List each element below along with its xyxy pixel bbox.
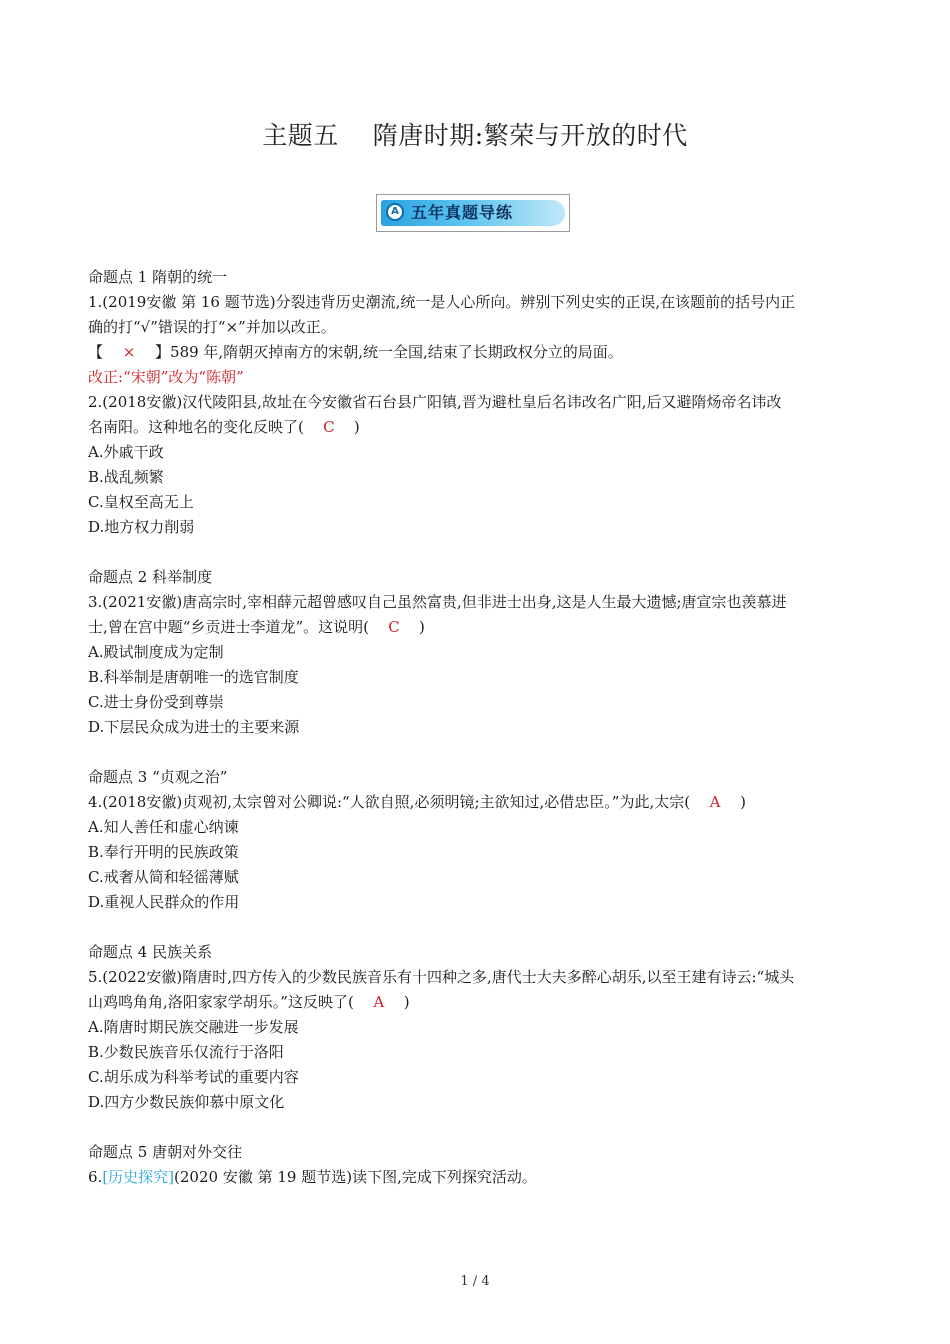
q1-correction [88, 365, 868, 390]
q1-line2: 确的打“√”错误的打“×”并加以改正。 [88, 318, 336, 336]
q2-line2 [88, 415, 868, 440]
q6-number: 6. [88, 1168, 103, 1186]
q3-line1: 3.(2021安徽)唐高宗时,宰相薛元超曾感叹自己虽然富贵,但非进士出身,这是人生最大遗憾;唐宣宗也羡慕进 [88, 593, 787, 611]
q1-answer-mark: × [122, 343, 136, 361]
q6-line1 [88, 1165, 868, 1190]
section-banner [376, 194, 570, 232]
section-heading-3: 命题点 3 “贞观之治” [88, 768, 228, 786]
q1-correction-label: 改正: [88, 368, 124, 386]
questions [88, 265, 868, 1190]
q3-option-c: C.进士身份受到尊崇 [88, 693, 224, 711]
q3-line2 [88, 615, 868, 640]
section-heading-4: 命题点 4 民族关系 [88, 943, 213, 961]
title-part1: 主题五 [262, 121, 339, 150]
q5-option-d: D.四方少数民族仰慕中原文化 [88, 1093, 285, 1111]
banner-ribbon [381, 200, 565, 226]
q6-tag: [历史探究] [102, 1168, 175, 1186]
q2-option-b: B.战乱频繁 [88, 468, 164, 486]
q5-option-b: B.少数民族音乐仅流行于洛阳 [88, 1043, 284, 1061]
q5-option-a: A.隋唐时期民族交融进一步发展 [88, 1018, 299, 1036]
q5-line2 [88, 990, 868, 1015]
q2-option-d: D.地方权力削弱 [88, 518, 195, 536]
title-part2: 隋唐时期:繁荣与开放的时代 [372, 121, 688, 150]
q1-bracket-open: 【 [88, 343, 104, 361]
q4-stem: 4.(2018安徽)贞观初,太宗曾对公卿说:“人欲自照,必须明镜;主欲知过,必借忠臣。”为此,太宗( [88, 793, 691, 811]
q2-close: ) [353, 418, 360, 436]
q5-close: ) [403, 993, 410, 1011]
q1-statement [88, 340, 868, 365]
q4-option-c: C.戒奢从简和轻徭薄赋 [88, 868, 239, 886]
q1-bracket-close: 】 [155, 343, 171, 361]
q4-option-a: A.知人善任和虚心纳谏 [88, 818, 239, 836]
q3-answer: C [388, 618, 400, 636]
q2-line1: 2.(2018安徽)汉代陵阳县,故址在今安徽省石台县广阳镇,晋为避杜皇后名讳改名广阳,后又避隋炀帝名讳改 [88, 393, 782, 411]
q3-option-b: B.科举制是唐朝唯一的选官制度 [88, 668, 299, 686]
page-title [0, 116, 950, 152]
q5-line1: 5.(2022安徽)隋唐时,四方传入的少数民族音乐有十四种之多,唐代士大夫多醉心胡乐,以至王建有诗云:“城头 [88, 968, 795, 986]
q6-text: (2020 安徽 第 19 题节选)读下图,完成下列探究活动。 [174, 1168, 537, 1186]
banner-label: 五年真题导练 [411, 203, 514, 222]
section-heading-2: 命题点 2 科举制度 [88, 568, 213, 586]
q1-statement-text: 589 年,隋朝灭掉南方的宋朝,统一全国,结束了长期政权分立的局面。 [170, 343, 623, 361]
q4-option-d: D.重视人民群众的作用 [88, 893, 240, 911]
q5-stem: 山鸡鸣角角,洛阳家家学胡乐。”这反映了( [88, 993, 354, 1011]
q2-answer: C [323, 418, 335, 436]
q4-close: ) [740, 793, 746, 811]
banner-badge-icon: A [386, 203, 404, 221]
q4-option-b: B.奉行开明的民族政策 [88, 843, 239, 861]
q1-correction-text: “宋朝”改为“陈朝” [123, 368, 244, 386]
q1-line1: 1.(2019安徽 第 16 题节选)分裂违背历史潮流,统一是人心所向。辨别下列史实的正误,在该题前的括号内正 [88, 293, 796, 311]
q4-line1 [88, 790, 868, 815]
section-heading-1: 命题点 1 隋朝的统一 [88, 268, 228, 286]
q5-answer: A [373, 993, 385, 1011]
page-number: 1 / 4 [460, 1274, 490, 1289]
section-heading-5: 命题点 5 唐朝对外交往 [88, 1143, 243, 1161]
q3-stem: 士,曾在宫中题“乡贡进士李道龙”。这说明( [88, 618, 369, 636]
q2-option-a: A.外戚干政 [88, 443, 164, 461]
q3-close: ) [418, 618, 425, 636]
q2-stem: 名南阳。这种地名的变化反映了( [88, 418, 304, 436]
q3-option-a: A.殿试制度成为定制 [88, 643, 224, 661]
q4-answer: A [709, 793, 721, 811]
q3-option-d: D.下层民众成为进士的主要来源 [88, 718, 300, 736]
q2-option-c: C.皇权至高无上 [88, 493, 194, 511]
q5-option-c: C.胡乐成为科举考试的重要内容 [88, 1068, 299, 1086]
